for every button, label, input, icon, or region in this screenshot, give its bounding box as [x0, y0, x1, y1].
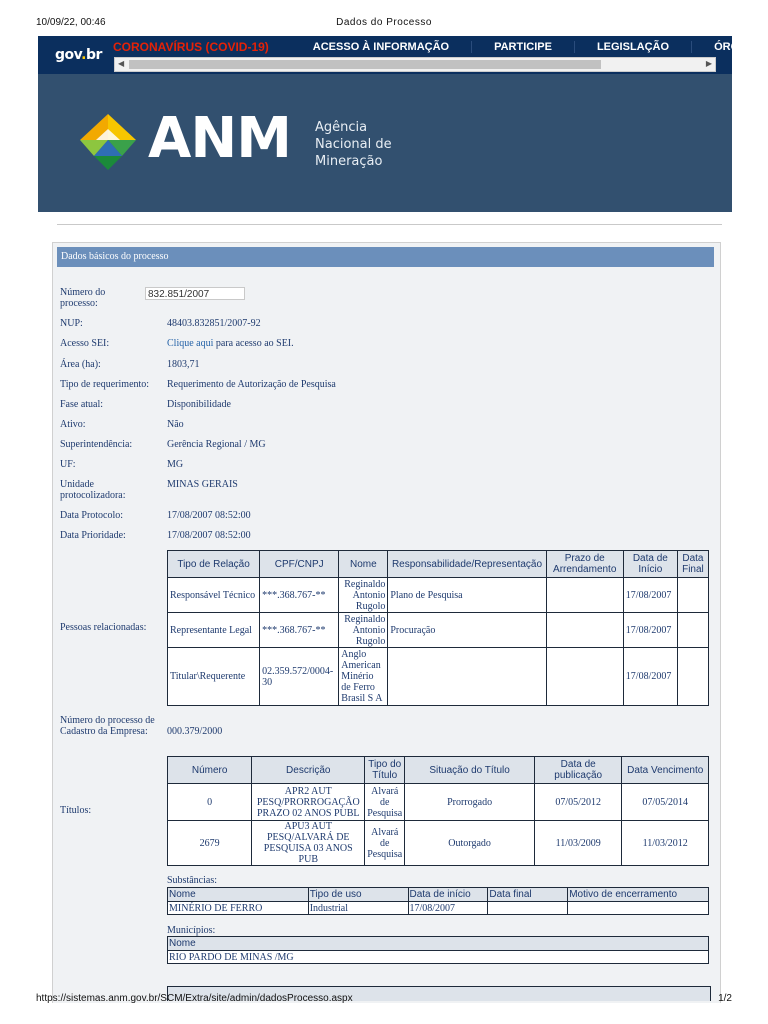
unidade-value: MINAS GERAIS	[167, 479, 238, 490]
nav-participe[interactable]: PARTICIPE	[471, 41, 574, 53]
divider	[57, 224, 722, 225]
tipo-requerimento-label: Tipo de requerimento:	[60, 379, 150, 390]
nup-label: NUP:	[60, 318, 83, 329]
col-prazo: Prazo de Arrendamento	[546, 551, 623, 578]
ativo-value: Não	[167, 419, 184, 430]
govbr-logo[interactable]: gov.br	[55, 47, 102, 63]
scroll-right-icon[interactable]: ▶	[705, 59, 712, 68]
col-cpf-cnpj: CPF/CNPJ	[260, 551, 339, 578]
col-tipo-uso: Tipo de uso	[308, 888, 408, 902]
table-cell: APR2 AUT PESQ/PRORROGAÇÃO PRAZO 02 ANOS PUBL	[252, 784, 365, 821]
print-datetime: 10/09/22, 00:46	[36, 17, 106, 28]
table-row	[168, 821, 709, 866]
anm-name-line3: Mineração	[315, 154, 383, 169]
fase-label: Fase atual:	[60, 399, 104, 410]
anm-name-line1: Agência	[315, 120, 368, 135]
substancias-label: Substâncias:	[167, 875, 217, 886]
col-nome: Nome	[168, 888, 309, 902]
substancias-header-row	[168, 888, 709, 902]
table-row	[168, 951, 709, 964]
data-protocolo-value: 17/08/2007 08:52:00	[167, 510, 251, 521]
table-row	[168, 784, 709, 821]
uf-value: MG	[167, 459, 184, 470]
table-cell: Reginaldo Antonio Rugolo	[339, 578, 388, 613]
govbr-nav	[113, 36, 761, 58]
table-cell: 17/08/2007	[623, 578, 677, 613]
table-cell: 02.359.572/0004-30	[260, 648, 339, 706]
municipios-table	[167, 936, 709, 964]
scrollbar-thumb[interactable]	[129, 60, 601, 69]
print-page-number: 1/2	[718, 993, 732, 1004]
horizontal-scrollbar[interactable]	[114, 57, 716, 72]
nav-legislacao[interactable]: LEGISLAÇÃO	[574, 41, 691, 53]
covid-link[interactable]: CORONAVÍRUS (COVID-19)	[113, 40, 269, 54]
unidade-label: Unidade protocolizadora:	[60, 479, 126, 501]
fase-value: Disponibilidade	[167, 399, 231, 410]
table-cell: APU3 AUT PESQ/ALVARÁ DE PESQUISA 03 ANOS PUB	[252, 821, 365, 866]
table-cell: Outorgado	[405, 821, 535, 866]
table-cell	[568, 902, 709, 915]
table-cell: Responsável Técnico	[168, 578, 260, 613]
area-label: Área (ha):	[60, 359, 101, 370]
table-cell: MINÉRIO DE FERRO	[168, 902, 309, 915]
col-data-publicacao: Data de publicação	[534, 757, 621, 784]
anm-logo-text: ANM	[148, 106, 291, 171]
titulos-header-row	[168, 757, 709, 784]
table-cell: Reginaldo Antonio Rugolo	[339, 613, 388, 648]
govbr-bar	[38, 36, 740, 74]
table-cell	[677, 648, 708, 706]
col-data-final: Data final	[488, 888, 568, 902]
table-cell: 07/05/2014	[622, 784, 709, 821]
table-cell	[546, 578, 623, 613]
cadastro-empresa-label: Número do processo de Cadastro da Empresa:	[60, 715, 155, 737]
table-cell: 11/03/2009	[534, 821, 621, 866]
col-data-vencimento: Data Vencimento	[622, 757, 709, 784]
municipios-header-row	[168, 937, 709, 951]
ativo-label: Ativo:	[60, 419, 86, 430]
table-cell: 17/08/2007	[408, 902, 488, 915]
pessoas-header-row	[168, 551, 709, 578]
nav-acesso-informacao[interactable]: ACESSO À INFORMAÇÃO	[312, 41, 450, 53]
sei-label: Acesso SEI:	[60, 338, 110, 349]
nup-value: 48403.832851/2007-92	[167, 318, 261, 329]
table-cell: 17/08/2007	[623, 648, 677, 706]
print-page-title: Dados do Processo	[336, 17, 432, 28]
anm-emblem-icon	[78, 112, 138, 172]
col-motivo: Motivo de encerramento	[568, 888, 709, 902]
col-numero: Número	[168, 757, 252, 784]
substancias-table	[167, 887, 709, 915]
table-cell: 0	[168, 784, 252, 821]
table-cell	[677, 613, 708, 648]
nav-orgaos[interactable]: ÓRG	[691, 41, 761, 53]
sei-link[interactable]: Clique aqui	[167, 338, 214, 349]
table-cell: 17/08/2007	[623, 613, 677, 648]
table-cell: 2679	[168, 821, 252, 866]
col-responsabilidade: Responsabilidade/Representação	[388, 551, 546, 578]
cadastro-empresa-value: 000.379/2000	[167, 726, 223, 737]
anm-full-name	[315, 119, 392, 170]
table-cell: Procuração	[388, 613, 546, 648]
table-cell: Titular\Requerente	[168, 648, 260, 706]
table-cell	[488, 902, 568, 915]
table-row	[168, 648, 709, 706]
table-cell: ***.368.767-**	[260, 578, 339, 613]
table-row	[168, 613, 709, 648]
table-cell: ***.368.767-**	[260, 613, 339, 648]
table-cell: RIO PARDO DE MINAS /MG	[168, 951, 709, 964]
table-cell: Representante Legal	[168, 613, 260, 648]
uf-label: UF:	[60, 459, 76, 470]
print-url: https://sistemas.anm.gov.br/SCM/Extra/site/admin/dadosProcesso.aspx	[36, 993, 353, 1004]
col-situacao: Situação do Título	[405, 757, 535, 784]
sei-value	[167, 338, 294, 349]
table-cell	[546, 648, 623, 706]
col-data-inicio: Data de Início	[623, 551, 677, 578]
titulos-label: Títulos:	[60, 805, 92, 816]
table-cell: 07/05/2012	[534, 784, 621, 821]
anm-banner	[38, 74, 732, 212]
data-prioridade-value: 17/08/2007 08:52:00	[167, 530, 251, 541]
superintendencia-label: Superintendência:	[60, 439, 133, 450]
table-cell: Prorrogado	[405, 784, 535, 821]
table-row	[168, 902, 709, 915]
col-nome: Nome	[339, 551, 388, 578]
table-cell: Alvará de Pesquisa	[365, 821, 405, 866]
data-prioridade-label: Data Prioridade:	[60, 530, 126, 541]
superintendencia-value: Gerência Regional / MG	[167, 439, 266, 450]
municipios-label: Municípios:	[167, 925, 216, 936]
col-nome: Nome	[168, 937, 709, 951]
table-cell: Anglo American Minério de Ferro Brasil S A	[339, 648, 388, 706]
tipo-requerimento-value: Requerimento de Autorização de Pesquisa	[167, 379, 336, 390]
panel-title: Dados básicos do processo	[57, 247, 714, 267]
col-tipo-relacao: Tipo de Relação	[168, 551, 260, 578]
area-value: 1803,71	[167, 359, 200, 370]
col-descricao: Descrição	[252, 757, 365, 784]
table-cell	[677, 578, 708, 613]
col-tipo-titulo: Tipo do Título	[365, 757, 405, 784]
scroll-left-icon[interactable]: ◀	[118, 59, 125, 68]
anm-name-line2: Nacional de	[315, 137, 392, 152]
table-row	[168, 578, 709, 613]
table-cell	[388, 648, 546, 706]
col-data-final: Data Final	[677, 551, 708, 578]
print-header	[0, 0, 768, 30]
table-cell: Plano de Pesquisa	[388, 578, 546, 613]
numero-processo-label: Número do processo:	[60, 287, 106, 309]
pessoas-label: Pessoas relacionadas:	[60, 622, 147, 633]
titulos-table	[167, 756, 709, 866]
table-cell: Alvará de Pesquisa	[365, 784, 405, 821]
table-cell	[546, 613, 623, 648]
sei-text: para acesso ao SEI.	[213, 338, 294, 349]
col-data-inicio: Data de início	[408, 888, 488, 902]
data-protocolo-label: Data Protocolo:	[60, 510, 124, 521]
table-cell: Industrial	[308, 902, 408, 915]
numero-processo-field[interactable]: 832.851/2007	[145, 287, 245, 300]
table-cell: 11/03/2012	[622, 821, 709, 866]
pessoas-table	[167, 550, 709, 706]
